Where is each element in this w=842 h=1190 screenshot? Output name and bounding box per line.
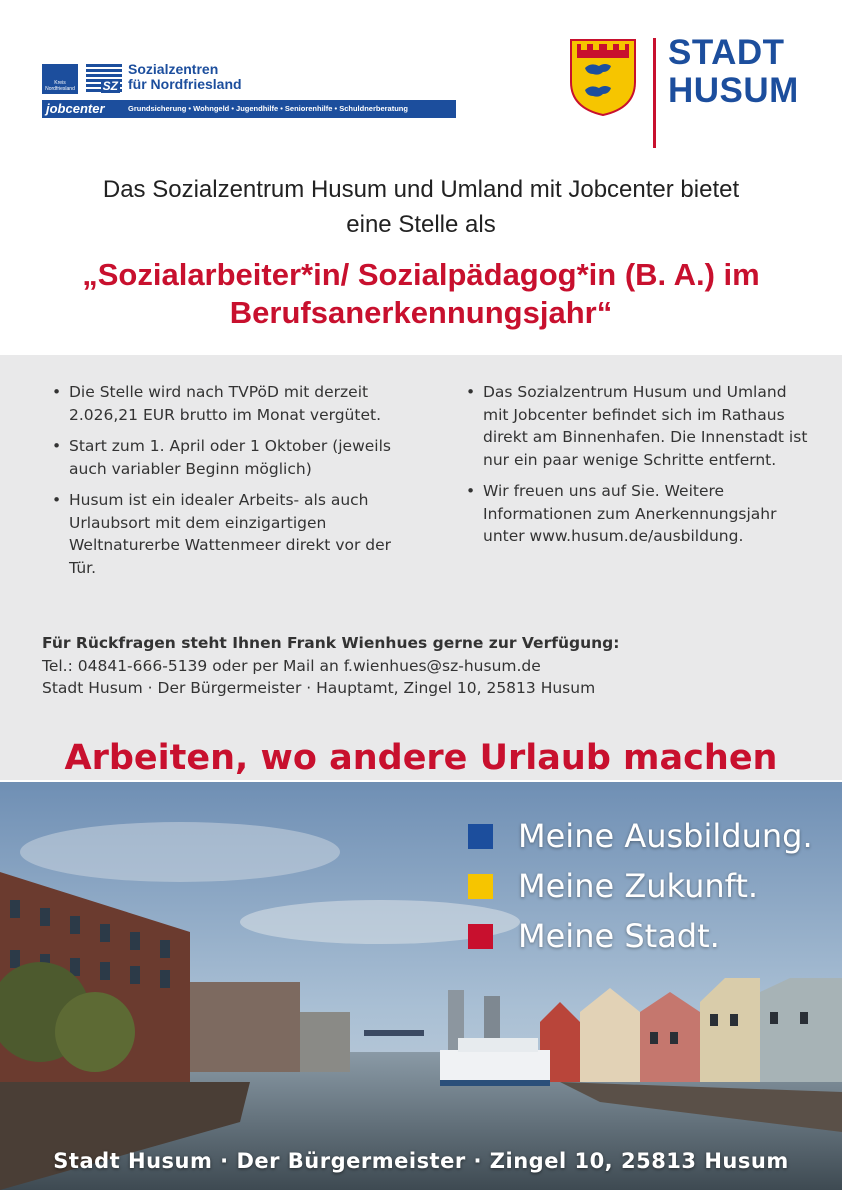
sozialzentren-logo (42, 62, 456, 120)
stadt-husum-logo (668, 34, 799, 110)
intro-text (30, 172, 812, 242)
claim-text: Meine Ausbildung. (518, 817, 813, 855)
bullet-item: • Das Sozialzentrum Husum und Umland mit Jobcenter befindet sich im Rathaus direkt am Binnenhafen. Die Innenstadt ist nur ein paar wenige Schritte entfernt. (466, 381, 816, 471)
contact-block (42, 632, 802, 700)
contact-address: Stadt Husum · Der Bürgermeister · Hauptamt, Zingel 10, 25813 Husum (42, 679, 596, 697)
claim-square-red (468, 924, 493, 949)
job-title (30, 256, 812, 332)
footer-address: Stadt Husum · Der Bürgermeister · Zingel 10, 25813 Husum (53, 1149, 789, 1173)
claim-text: Meine Stadt. (518, 917, 720, 955)
jobcenter-bar (42, 100, 456, 118)
jobcenter-label: jobcenter (46, 101, 105, 116)
bullet-item: • Husum ist ein idealer Arbeits- als auch Urlaubsort mit dem einzigartigen Weltnaturerbe Wattenmeer direkt vor der Tür. (52, 489, 392, 579)
bullet-item: • Die Stelle wird nach TVPöD mit derzeit 2.026,21 EUR brutto im Monat vergütet. (52, 381, 392, 426)
claim-square-blue (468, 824, 493, 849)
claim-text: Meine Zukunft. (518, 867, 759, 905)
kreis-label: Kreis Nordfriesland (45, 80, 75, 92)
intro-line2: eine Stelle als (346, 211, 496, 238)
sz-name (128, 62, 242, 92)
sz-mark (86, 64, 122, 94)
bullet-list-left (52, 381, 392, 588)
sz-mark-text: SZ (102, 79, 118, 93)
contact-heading: Für Rückfragen steht Ihnen Frank Wienhues gerne zur Verfügung: (42, 634, 620, 652)
sz-name-line2: für Nordfriesland (128, 76, 242, 92)
logo-divider (653, 38, 656, 148)
sz-name-line1: Sozialzentren (128, 61, 219, 77)
info-panel (0, 355, 842, 780)
bullet-item: • Wir freuen uns auf Sie. Weitere Informationen zum Anerkennungsjahr unter www.husum.de/ausbildung. (466, 480, 816, 548)
harbour-photo (0, 782, 842, 1190)
city-name-line2: HUSUM (668, 71, 799, 110)
slogan: Arbeiten, wo andere Urlaub machen (64, 738, 778, 778)
job-title-line1: „Sozialarbeiter*in/ Sozialpädagog*in (B. A.) im (82, 257, 760, 292)
job-title-line2: Berufsanerkennungsjahr“ (229, 295, 613, 330)
intro-line1: Das Sozialzentrum Husum und Umland mit Jobcenter bietet (102, 176, 740, 203)
city-name-line1: STADT (668, 33, 785, 72)
kreis-nordfriesland-mark (42, 64, 78, 94)
bullet-item: • Start zum 1. April oder 1 Oktober (jeweils auch variabler Beginn möglich) (52, 435, 392, 480)
contact-phone-mail: Tel.: 04841-666-5139 oder per Mail an f.wienhues@sz-husum.de (42, 656, 541, 675)
services-list: Grundsicherung • Wohngeld • Jugendhilfe • Seniorenhilfe • Schuldnerberatung (128, 104, 408, 113)
husum-coat-of-arms-icon (569, 38, 637, 116)
claim-square-yellow (468, 874, 493, 899)
bullet-list-right (466, 381, 816, 557)
